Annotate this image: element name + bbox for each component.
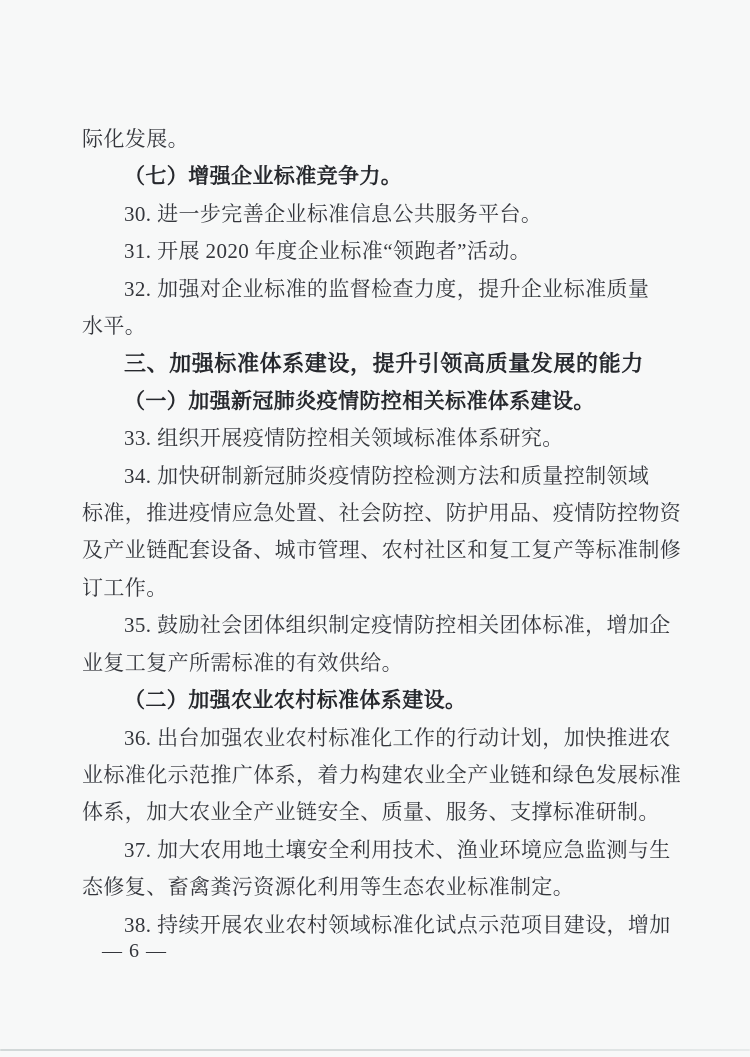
- item-heading-7: （七）增强企业标准竞争力。: [124, 164, 403, 189]
- body-line-38: 38. 持续开展农业农村领域标准化试点示范项目建设，增加: [124, 912, 671, 937]
- body-line: 体系，加大农业全产业链安全、质量、服务、支撑标准研制。: [82, 800, 660, 825]
- body-line-34: 34. 加快研制新冠肺炎疫情防控检测方法和质量控制领域: [124, 463, 650, 488]
- body-line-32: 32. 加强对企业标准的监督检查力度，提升企业标准质量: [124, 276, 650, 301]
- body-line-37: 37. 加大农用地土壤安全利用技术、渔业环境应急监测与生: [124, 837, 671, 862]
- body-line: 订工作。: [82, 575, 168, 600]
- body-line-31: 31. 开展 2020 年度企业标准“领跑者”活动。: [124, 239, 532, 264]
- body-line: 际化发展。: [82, 127, 189, 151]
- document-body: [82, 121, 682, 944]
- body-line: 标准，推进疫情应急处置、社会防控、防护用品、疫情防控物资: [82, 501, 682, 526]
- page-number: — 6 —: [102, 940, 167, 962]
- body-line: 业复工复产所需标准的有效供给。: [82, 650, 403, 675]
- body-line: 态修复、畜禽粪污资源化利用等生态农业标准制定。: [82, 875, 575, 900]
- chapter-heading-3: 三、加强标准体系建设，提升引领高质量发展的能力: [124, 351, 644, 377]
- body-line-30: 30. 进一步完善企业标准信息公共服务平台。: [124, 201, 543, 226]
- item-heading-2: （二）加强农业农村标准体系建设。: [124, 688, 467, 713]
- body-line-33: 33. 组织开展疫情防控相关领域标准体系研究。: [124, 426, 564, 451]
- body-line-36: 36. 出台加强农业农村标准化工作的行动计划，加快推进农: [124, 725, 671, 750]
- body-line: 水平。: [82, 314, 147, 339]
- body-line-35: 35. 鼓励社会团体组织制定疫情防控相关团体标准，增加企: [124, 613, 671, 638]
- item-heading-1: （一）加强新冠肺炎疫情防控相关标准体系建设。: [124, 388, 595, 413]
- body-line: 业标准化示范推广体系，着力构建农业全产业链和绿色发展标准: [82, 762, 682, 787]
- body-line: 及产业链配套设备、城市管理、农村社区和复工复产等标准制修: [82, 538, 682, 563]
- page-bottom-edge: [0, 1049, 750, 1051]
